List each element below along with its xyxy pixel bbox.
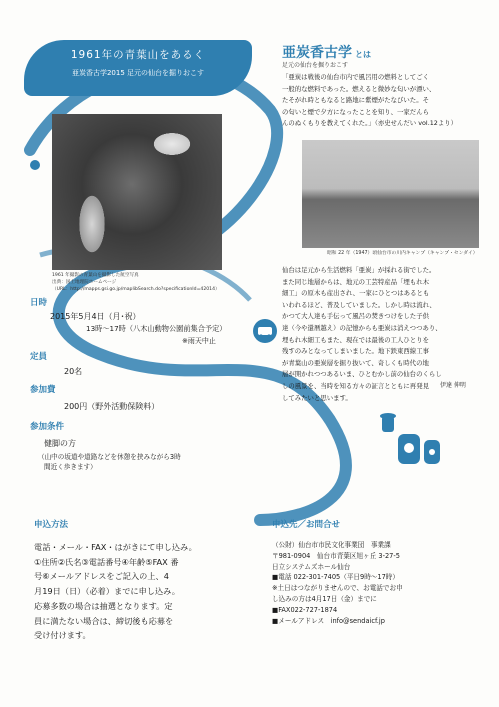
conditions-value: 健脚の方 [44, 439, 76, 448]
apply-label: 申込方法 [34, 520, 69, 530]
fee-value: 200円（野外活動保険料） [64, 402, 160, 411]
aerial-caption: 1961 年撮影の青葉山を撮影した航空写真 出典：国土地理院ホームページ （URL：http://mapps.gsi.go.jp/maplibSearch.do?specificationId=42014） [52, 273, 220, 292]
conditions-note2: 間近く歩きます） [44, 463, 97, 471]
phone-line: ■電話 022-301-7405（平日9時～17時） [272, 573, 399, 582]
capacity-value: 20名 [64, 367, 83, 376]
apply-body: 電話・メール・FAX・はがきにて申し込み。 ①住所②氏名③電話番号④年齢⑤FAX 番 号⑥メールアドレスをご記入の上、4 月19日（日）（必着）までに申し込み。 応募多数の場合は抽選となります。定 員に満たない場合は、締切後も応募を 受け付けます。 [34, 542, 197, 641]
about-subtitle: 足元の仙台を掘りおこす [282, 62, 349, 69]
banner-subtitle: 亜炭香古学2015 足元の仙台を掘りおこす [71, 69, 205, 77]
date-line1: 2015年5月4日（月･祝） [50, 312, 141, 321]
email-line: ■メールアドレス info@sendaicf.jp [272, 616, 385, 625]
capacity-section [30, 350, 82, 377]
capacity-label: 定員 [30, 352, 48, 362]
fax-line: ■FAX022-727-1874 [272, 605, 338, 614]
date-line2: 13時～17時（八木山動物公園前集合予定） [86, 324, 227, 333]
bus-icon [252, 318, 278, 344]
banner-title: 1961年の青葉山をあるく [70, 49, 206, 61]
camp-photo-caption: 昭和 22 年（1947）頃仙台市の川内キャンプ（キャンプ・センダイ） [327, 251, 478, 256]
conditions-note1: （山中の坂道や道路などを休憩を挟みながら3時 [38, 453, 181, 461]
contact-body: （公財）仙台市市民文化事業団 事業課 〒981-0904 仙台市青葉区旭ヶ丘 3-27-5 日立システムズホール仙台 ■電話 022-301-7405（平日9時～17時） ※土日はつながりませんので、お電話でお申 し込みの方は4月17日（金）までに ■FAX022-727-1874 ■メールアドレス info@sendaicf.jp [272, 540, 482, 626]
aerial-photo [52, 114, 222, 270]
conditions-section [30, 420, 181, 472]
conditions-label: 参加条件 [30, 422, 65, 432]
about-title: 亜炭香古学 とは [282, 45, 371, 61]
fee-label: 参加費 [30, 385, 56, 395]
date-note: ※雨天中止 [182, 337, 216, 345]
contact-label: 申込先／お問合せ [272, 520, 341, 530]
about-quote: 「亜炭は戦後の仙台市内で風呂用の燃料としてごく 一般的な燃料であった。燃えると微妙な匂いが漂い、 たそがれ時ともなると路地に紫煙がたなびいた。そ の匂いと煙で夕方になったことを知り、一家だんら んのぬくもりを教えてくれた。」（亦史せんだい vol.12より） [282, 73, 458, 127]
event-banner [24, 40, 252, 96]
date-label: 日時 [30, 298, 48, 308]
author-name: 伊達 伸明 [440, 382, 466, 389]
fee-section [30, 383, 159, 412]
about-body: 仙台は足元から生活燃料「亜炭」が採れる街でした。 また同じ地層からは、地元の工芸特産品「埋もれ木 細工」の原木も産出され、一家にひとつはあるとも いわれるほど、普及していました。しかし時は流れ、 かつて大人達も手伝って風呂の焚きつけをした子供 達（今や還暦越え）の記憶からも亜炭は消えつつあり、 埋もれ木細工もまた、現在では最後の工人ひとりを 残すのみとなってしまいました。地下鉄東西線工事 が青葉山の亜炭層を掘り抜いて、奇しくも時代の地 層が開かれつつあるいま、ひとむかし前の仙台のくらし しの風景を、当時を知る方々の証言とともに再発見 してみたいと思います。 [282, 266, 442, 402]
date-section [30, 296, 226, 346]
stove-illustration-icon [370, 402, 450, 482]
camp-photo [302, 140, 479, 248]
